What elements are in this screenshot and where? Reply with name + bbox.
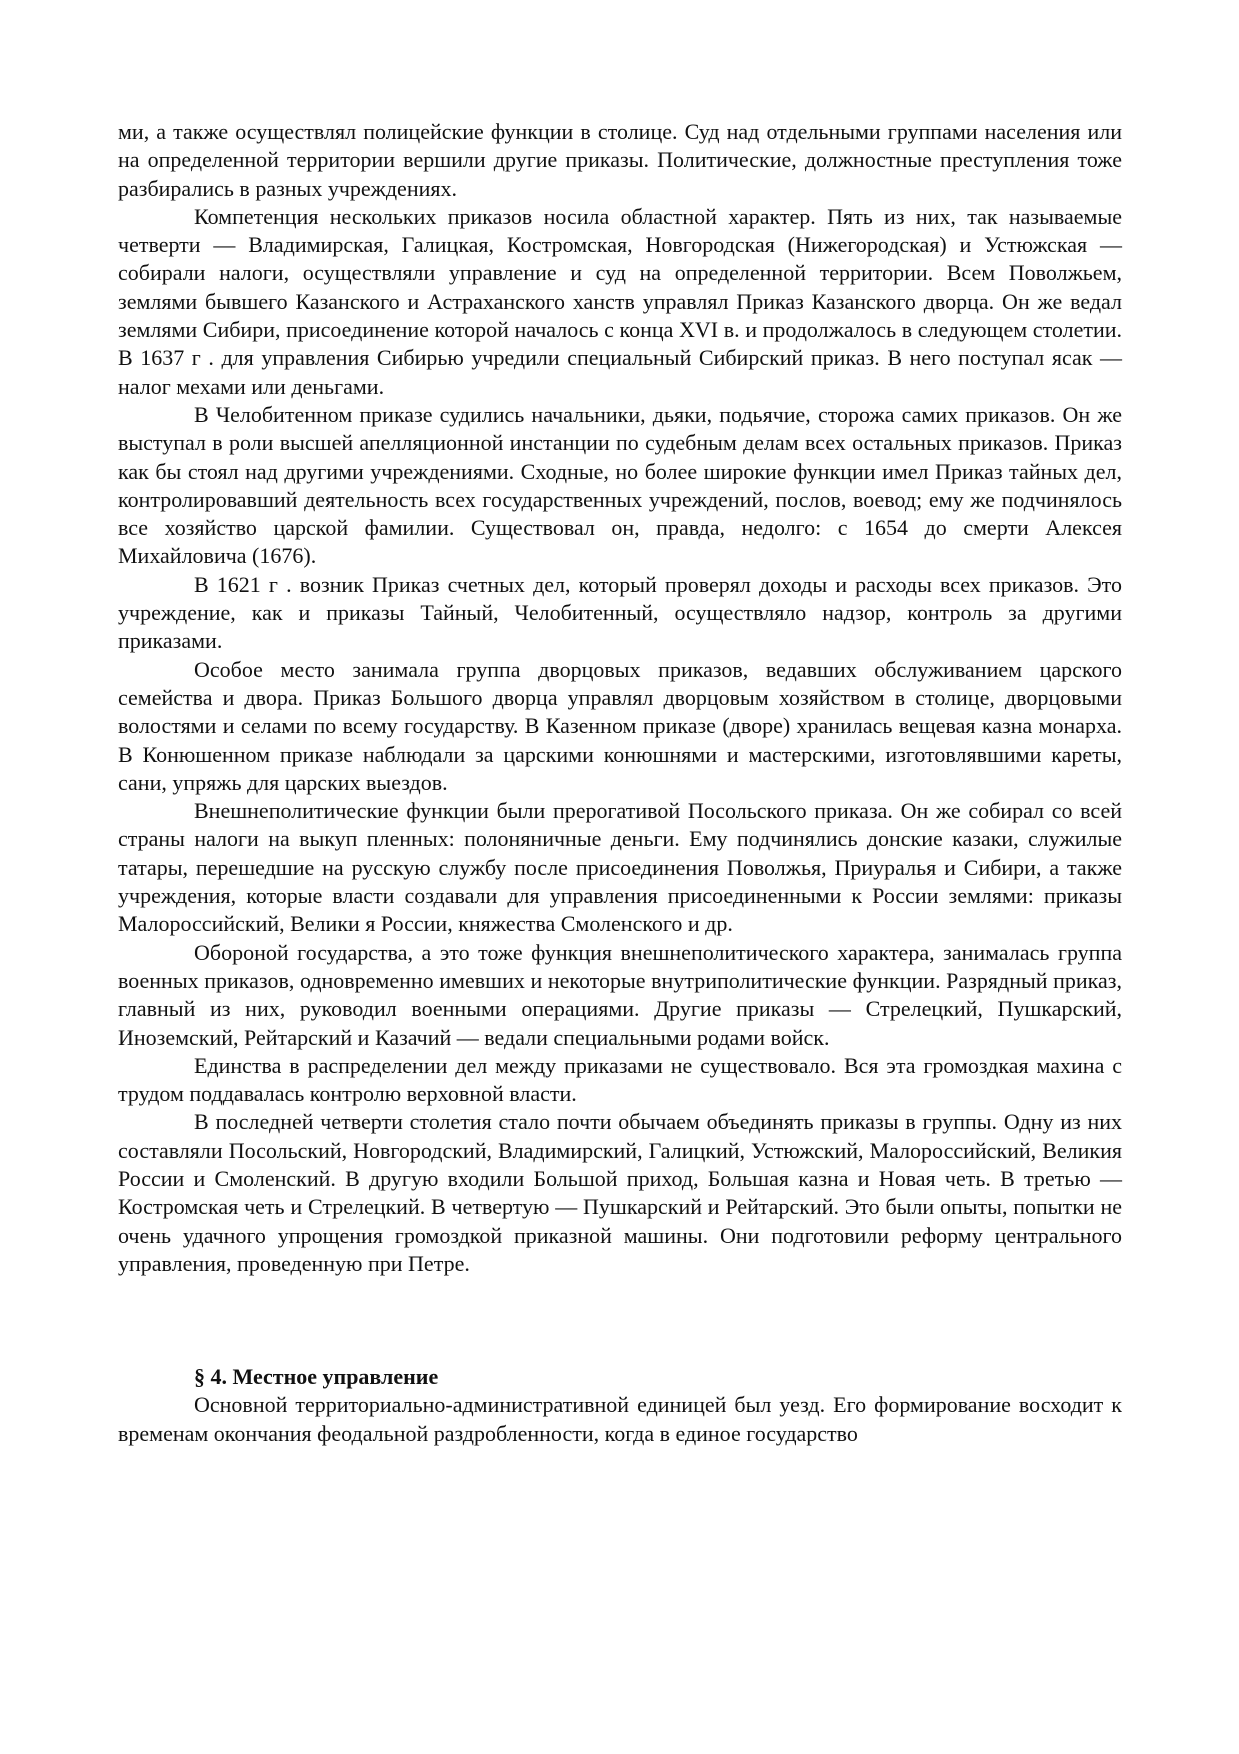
document-page [118, 118, 1122, 1448]
paragraph: Единства в распределении дел между приказами не существовало. Вся эта громоздкая махина с трудом поддавалась контролю верховной власти. [118, 1052, 1122, 1107]
paragraph: Основной территориально-административной единицей был уезд. Его формирование восходит к временам окончания феодальной раздробленности, когда в единое государство [118, 1392, 1122, 1446]
section-local-government [118, 1363, 1122, 1448]
paragraph: ми, а также осуществлял полицейские функции в столице. Суд над отдельными группами населения или на определенной территории вершили другие приказы. Политические, должностные преступления тоже разбирались в разных учреждениях. [118, 119, 1122, 201]
paragraph: В Челобитенном приказе судились начальники, дьяки, подьячие, сторожа самих приказов. Он же выступал в роли высшей апелляционной инстанции по судебным делам всех остальных приказов. Приказ как бы стоял над другими учреждениями. Сходные, но более широкие функции имел Приказ тайных дел, контролировавший деятельность всех государственных учреждений, послов, воевод; ему же подчинялось все хозяйство царской фамилии. Существовал он, правда, недолго: с 1654 до смерти Алексея Михайловича (1676). [118, 401, 1122, 569]
paragraph: В последней четверти столетия стало почти обычаем объединять приказы в группы. Одну из них составляли Посольский, Новгородский, Владимирский, Галицкий, Устюжский, Малороссийский, Великия России и Смоленский. В другую входили Большой приход, Большая казна и Новая четь. В третью — Костромская четь и Стрелецкий. В четвертую — Пушкарский и Рейтарский. Это были опыты, попытки не очень удачного упрощения громоздкой приказной машины. Они подготовили реформу центрального управления, проведенную при Петре. [118, 1109, 1122, 1276]
paragraph: Внешнеполитические функции были прерогативой Посольского приказа. Он же собирал со всей страны налоги на выкуп пленных: полоняничные деньги. Ему подчинялись донские казаки, служилые татары, перешедшие на русскую службу после присоединения Поволжья, Приуралья и Сибири, а также учреждения, которые власти создавали для управления присоединенными к России землями: приказы Малороссийский, Велики я России, княжества Смоленского и др. [118, 798, 1122, 937]
paragraph: Особое место занимала группа дворцовых приказов, ведавших обслуживанием царского семейства и двора. Приказ Большого дворца управлял дворцовым хозяйством в столице, дворцовыми волостями и селами по всему государству. В Казенном приказе (дворе) хранилась вещевая казна монарха. В Конюшенном приказе наблюдали за царскими конюшнями и мастерскими, изготовлявшими кареты, сани, упряжь для царских выездов. [118, 656, 1122, 795]
paragraph: Обороной государства, а это тоже функция внешнеполитического характера, занималась группа военных приказов, одновременно имевших и некоторые внутриполитические функции. Разрядный приказ, главный из них, руководил военными операциями. Другие приказы — Стрелецкий, Пушкарский, Иноземский, Рейтарский и Казачий — ведали специальными родами войск. [118, 939, 1122, 1050]
body-text-top [118, 118, 1122, 1278]
section-heading: § 4. Местное управление [194, 1364, 439, 1390]
paragraph: В 1621 г . возник Приказ счетных дел, который проверял доходы и расходы всех приказов. Это учреждение, как и приказы Тайный, Челобитенный, осуществляло надзор, контроль за другими приказами. [118, 571, 1122, 654]
paragraph: Компетенция нескольких приказов носила областной характер. Пять из них, так называемые четверти — Владимирская, Галицкая, Костромская, Новгородская (Нижегородская) и Устюжская — собирали налоги, осуществляли управление и суд на определенной территории. Всем Поволжьем, землями бывшего Казанского и Астраханского ханств управлял Приказ Казанского дворца. Он же ведал землями Сибири, присоединение которой началось с конца XVI в. и продолжалось в следующем столетии. В 1637 г . для управления Сибирью учредили специальный Сибирский приказ. В него поступал ясак — налог мехами или деньгами. [118, 203, 1122, 399]
section-gap [118, 1278, 1122, 1363]
